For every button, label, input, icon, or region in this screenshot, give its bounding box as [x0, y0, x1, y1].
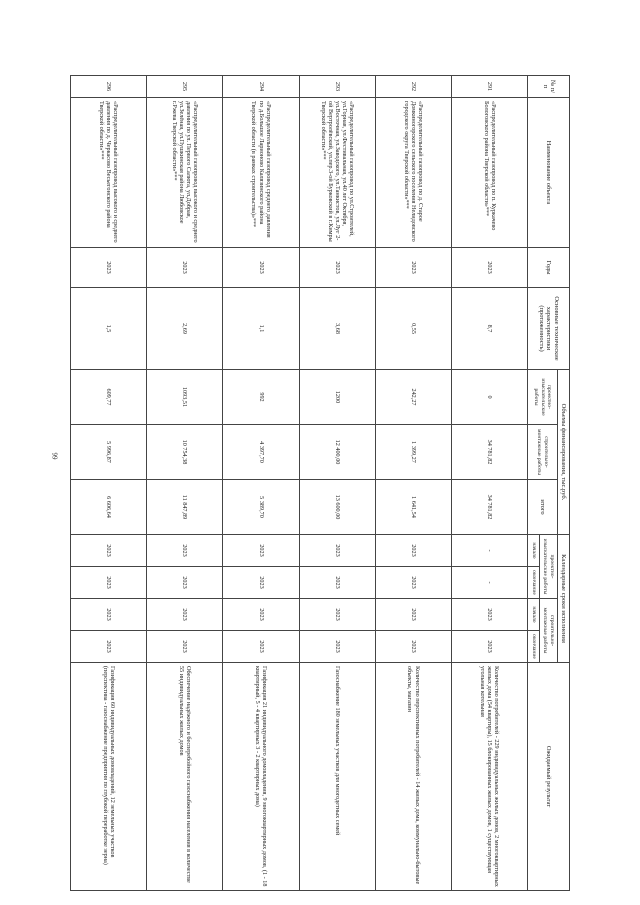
row-total-cost: 1 641,54: [375, 480, 451, 535]
row-year: 2023: [71, 248, 147, 288]
row-construction-start: 2023: [299, 599, 375, 631]
row-construction-end: 2023: [71, 631, 147, 663]
row-result: Обеспечение надёжного и бесперебойного газоснабжения населения в количестве 55 индивидуальных жилых домов: [147, 663, 223, 891]
header-characteristics: Основные технические характеристики (протяженность): [528, 288, 570, 370]
row-characteristics: 0,55: [375, 288, 451, 370]
row-result: Газификация 60 индивидуальных домовладений, 12 земельных участков (перспектива - газоснабжение предприятия по глубокой переработке зерна): [71, 663, 147, 891]
row-construction-cost: 34 781,82: [452, 425, 528, 480]
row-total-cost: 34 781,82: [452, 480, 528, 535]
row-construction-start: 2023: [147, 599, 223, 631]
table-row: [452, 76, 528, 891]
row-year: 2023: [299, 248, 375, 288]
row-characteristics: 1,5: [71, 288, 147, 370]
row-construction-end: 2023: [147, 631, 223, 663]
header-design-schedule: проектно-изыскательские работы: [539, 535, 557, 599]
row-construction-end: 2023: [223, 631, 299, 663]
header-design-work: проектно-изыскательские работы: [528, 370, 557, 425]
row-construction-end: 2023: [452, 631, 528, 663]
gasification-table: [70, 75, 570, 891]
row-construction-start: 2023: [375, 599, 451, 631]
header-total: итого: [528, 480, 557, 535]
rotated-table-container: [70, 75, 570, 890]
row-design-cost: 609,77: [71, 370, 147, 425]
header-years: Годы: [528, 248, 570, 288]
row-characteristics: 8,7: [452, 288, 528, 370]
row-name: «Распределительный газопровод по п. Куркачево Бологовского района Тверской области»***: [452, 98, 528, 248]
row-num: 291: [452, 76, 528, 98]
row-year: 2023: [452, 248, 528, 288]
row-construction-end: 2023: [299, 631, 375, 663]
header-funding: Объемы финансирования, тыс.руб.: [557, 370, 569, 535]
row-construction-start: 2023: [223, 599, 299, 631]
row-construction-cost: 5 996,87: [71, 425, 147, 480]
row-construction-cost: 1 399,27: [375, 425, 451, 480]
row-design-start: 2023: [375, 535, 451, 567]
table-row: [223, 76, 299, 891]
row-design-cost: 1200: [299, 370, 375, 425]
row-name: «Распределительный газопровод высокого и среднего давления по д. Черкасово Весьегонского района Тверской области»***: [71, 98, 147, 248]
row-name: «Распределительный газопровод среднего давления по д.Большое Ларионово Калязинского района Тверской области (в рамках строительства)»***: [223, 98, 299, 248]
row-design-start: 2023: [71, 535, 147, 567]
header-design-end: окончание: [528, 567, 539, 599]
page-number: 66: [51, 452, 60, 460]
row-name: «Распределительный газопровод по ул.Строителей, ул.Горная, ул.Фестивальная, ул.40 лет Октября, ул.Восточная, ул.Заводского, ул.Танкистов, ул.Луг 2-ой Вертролёвский, ул.пер.3-ой Бурковский в г.Кимры Тверской области»***: [299, 98, 375, 248]
row-construction-start: 2023: [71, 599, 147, 631]
row-construction-start: 2023: [452, 599, 528, 631]
row-characteristics: 1,1: [223, 288, 299, 370]
row-num: 295: [147, 76, 223, 98]
row-design-start: 2023: [147, 535, 223, 567]
header-construction-end: окончание: [528, 631, 539, 663]
row-characteristics: 3,68: [299, 288, 375, 370]
header-design-start: начало: [528, 535, 539, 567]
row-design-start: -: [452, 535, 528, 567]
row-design-cost: 1093,51: [147, 370, 223, 425]
row-construction-cost: 4 397,70: [223, 425, 299, 480]
row-year: 2023: [375, 248, 451, 288]
row-result: Количество потребителей - 229 индивидуальных жилых домов, 2 многоквартирных жилых дома (54 квартиры), 15 блокированных жилых домов, 1 существующая угольная котельная: [452, 663, 528, 891]
header-construction-schedule: строительно-монтажные работы: [539, 599, 557, 663]
header-num: № п/п: [528, 76, 570, 98]
row-design-start: 2023: [299, 535, 375, 567]
header-result: Ожидаемый результат: [528, 663, 570, 891]
row-design-end: 2023: [147, 567, 223, 599]
row-design-start: 2023: [223, 535, 299, 567]
row-name: «Распределительный газопровод по д. Старое Домкиногорского сельского поселения Нелидовского городского округа Тверской области»***: [375, 98, 451, 248]
row-design-end: 2023: [299, 567, 375, 599]
header-name: Наименование объекта: [528, 98, 570, 248]
header-construction-work: строительно-монтажные работы: [528, 425, 557, 480]
row-total-cost: 11 847,89: [147, 480, 223, 535]
row-num: 296: [71, 76, 147, 98]
row-construction-end: 2023: [375, 631, 451, 663]
table-row: [147, 76, 223, 891]
row-design-end: -: [452, 567, 528, 599]
row-year: 2023: [223, 248, 299, 288]
header-construction-start: начало: [528, 599, 539, 631]
row-year: 2023: [147, 248, 223, 288]
row-design-cost: 0: [452, 370, 528, 425]
row-design-end: 2023: [375, 567, 451, 599]
row-construction-cost: 10 754,38: [147, 425, 223, 480]
table-row: [375, 76, 451, 891]
header-schedule: Календарные сроки исполнения: [557, 535, 569, 663]
row-total-cost: 5 389,70: [223, 480, 299, 535]
row-design-end: 2023: [223, 567, 299, 599]
row-total-cost: 6 606,64: [71, 480, 147, 535]
row-num: 292: [375, 76, 451, 98]
row-design-cost: 992: [223, 370, 299, 425]
row-result: Газификация 21 индивидуального домовладения, 9 многоквартирных домов, (1 - 18 квартирный, 5 - 4 квартирных 3 - 2 квартирных дома): [223, 663, 299, 891]
row-num: 293: [299, 76, 375, 98]
table-row: [71, 76, 147, 891]
row-name: «Распределительный газопровод высокого и среднего давления по ул. Первого Салюта, ул.Добрая, ул.Зелёная, ул.Пушкинская района Любовское г.Ржева Тверской области»***: [147, 98, 223, 248]
row-result: Количество перспективных потребителей - 14 жилых дома, коммунально-бытовые объекты, магазин: [375, 663, 451, 891]
row-num: 294: [223, 76, 299, 98]
row-result: Газоснабжение 180 земельных участков для многодетных семей: [299, 663, 375, 891]
row-total-cost: 13 600,00: [299, 480, 375, 535]
row-design-end: 2023: [71, 567, 147, 599]
table-row: [299, 76, 375, 891]
row-design-cost: 242,27: [375, 370, 451, 425]
row-construction-cost: 12 400,00: [299, 425, 375, 480]
row-characteristics: 2,69: [147, 288, 223, 370]
